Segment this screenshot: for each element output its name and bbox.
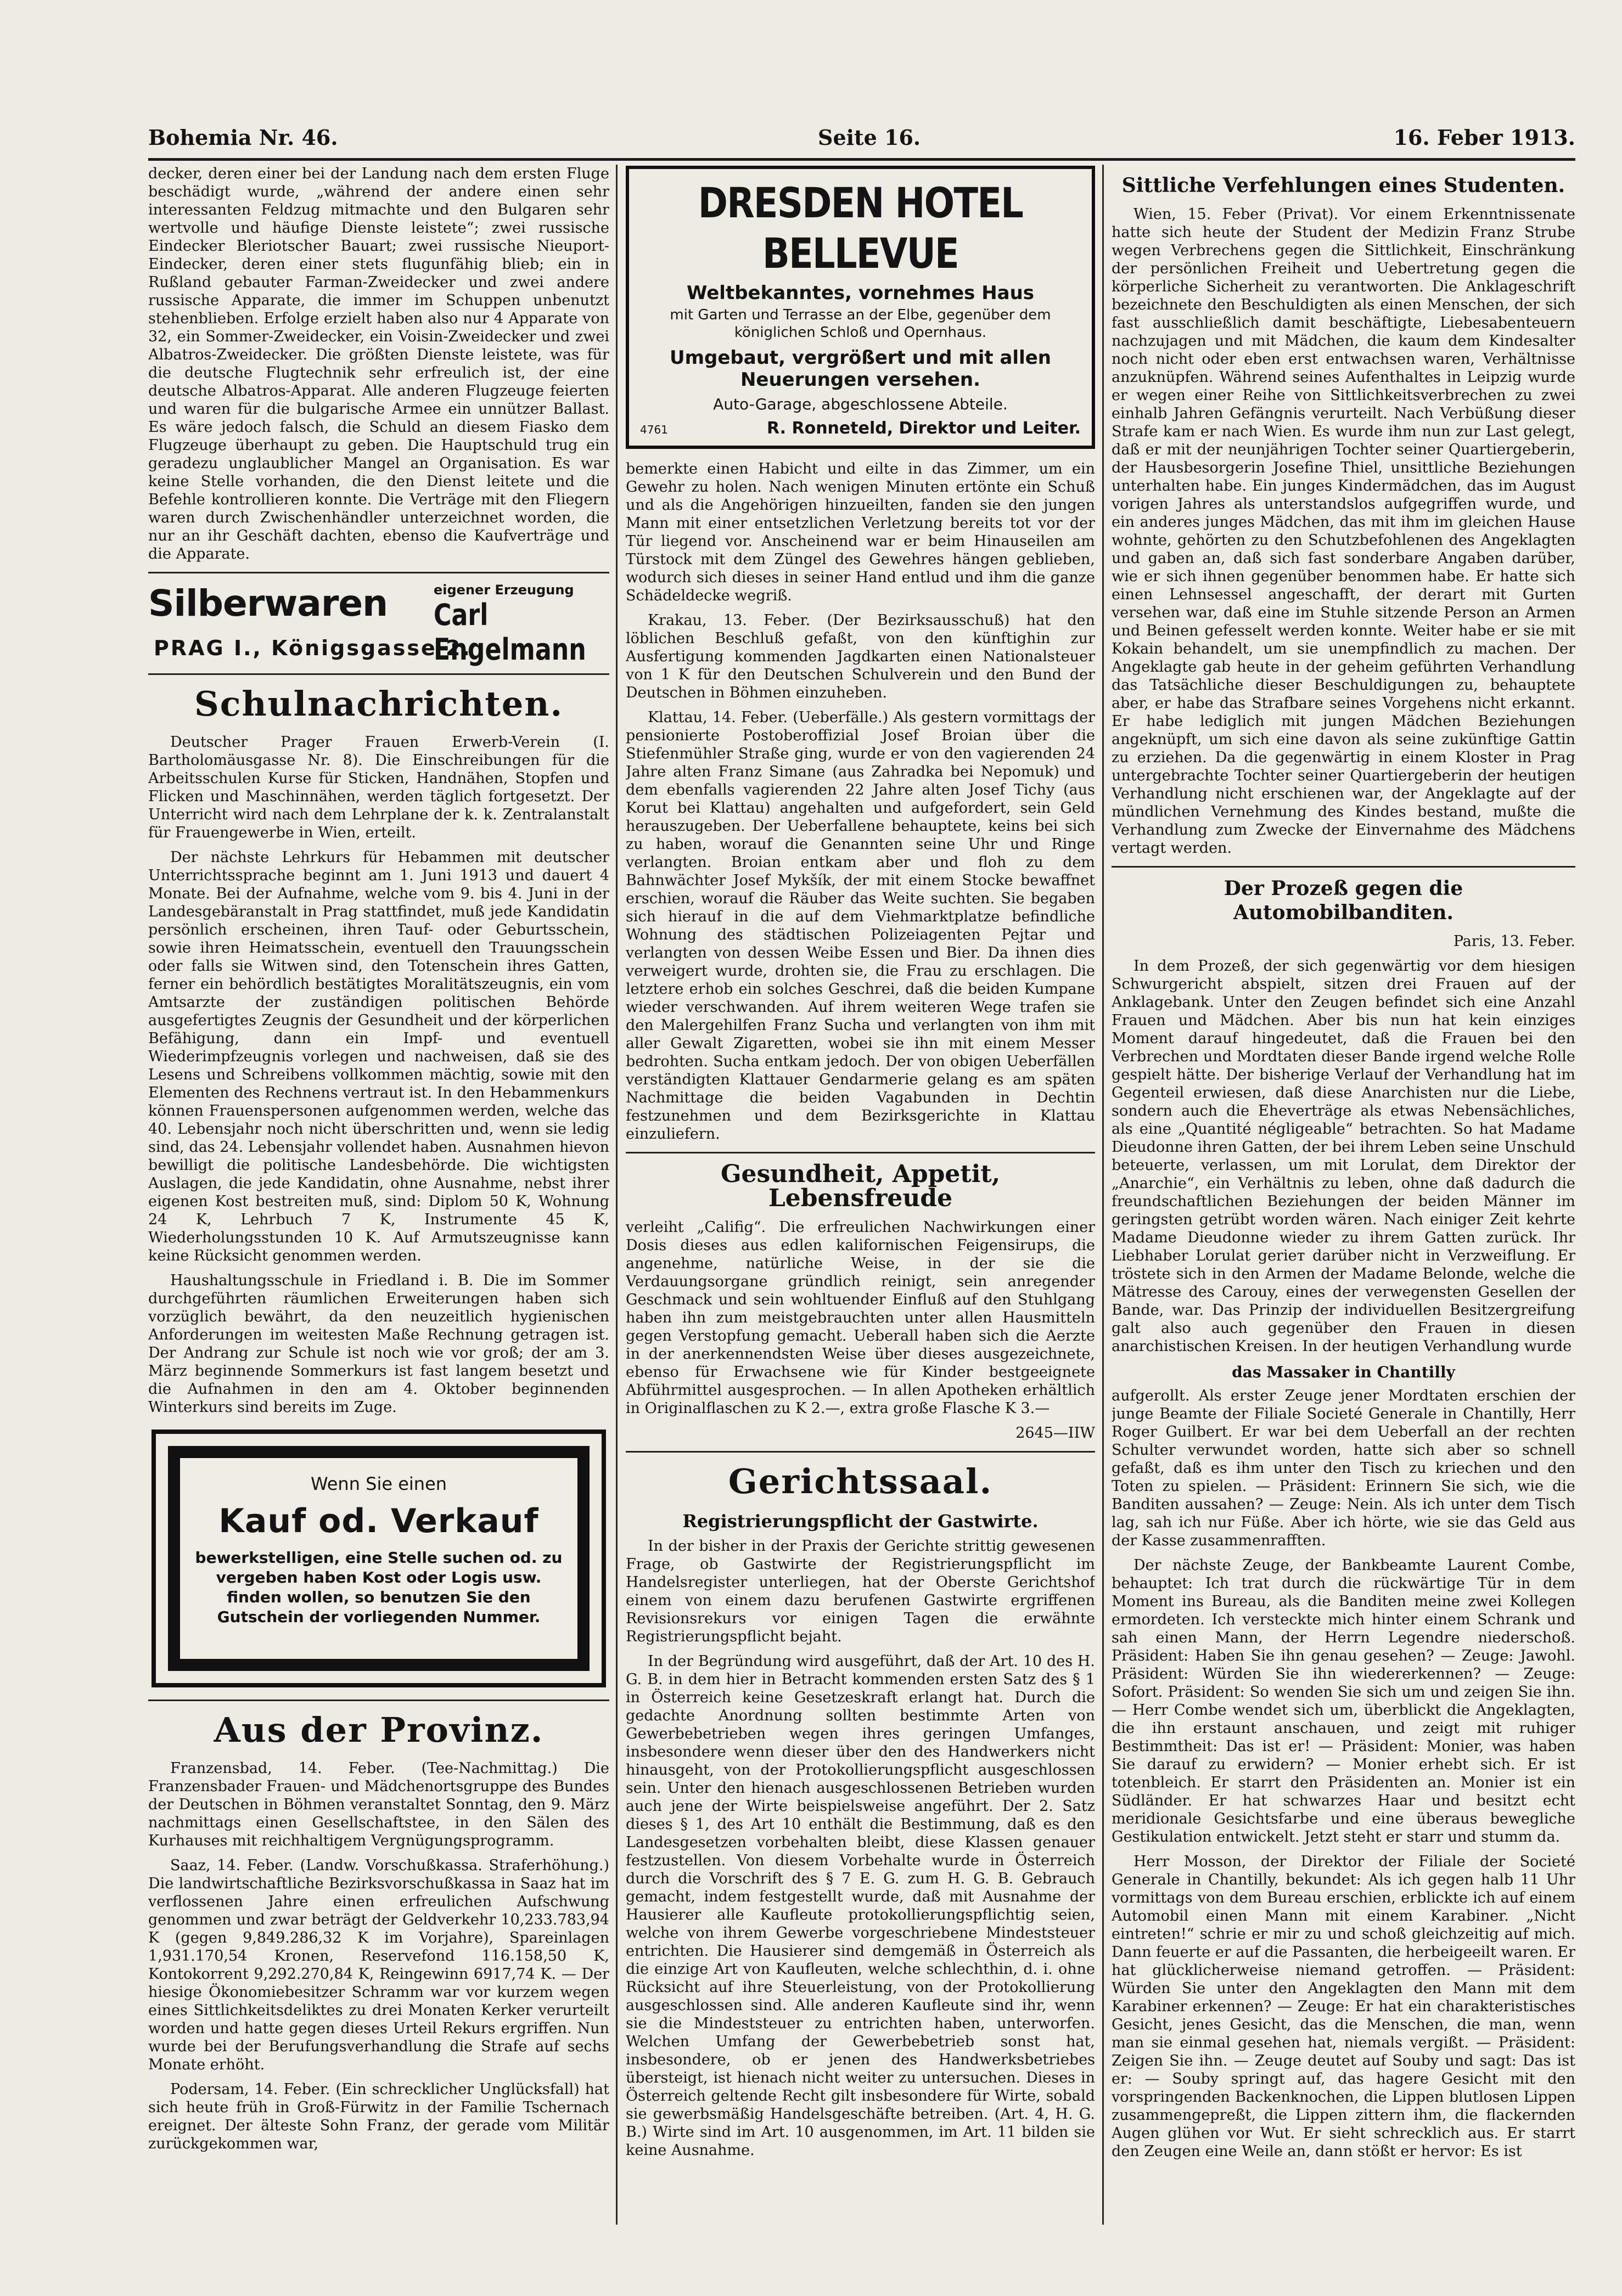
header-page-number: Seite 16. — [818, 125, 921, 150]
ad-kauf-verkauf — [151, 1430, 606, 1687]
header-rule — [148, 158, 1575, 161]
article-title: Der Prozeß gegen die Automobilbanditen. — [1223, 877, 1463, 924]
ad-gesundheit-code: 2645—IIW — [1015, 1425, 1095, 1442]
article-paragraph: In der Begründung wird ausgeführt, daß der Art. 10 des H. G. B. in dem hier in Betracht kommenden ersten Satz des § 1 in Österreich keine Gesetzeskraft erlangt hat. Durch die gedachte Anordnung sollten bestimmte Arten von Gewerbebetrieben wegen ihres geringen Umfanges, insbesondere wenn dieser über den des Handwerkers nicht hinausgeht, von der Protokollierungspflicht ausgeschlossen sein. Unter den hienach ausgeschlossenen Betrieben wurden auch jene der Wirte beispielsweise angeführt. Der 2. Satz dieses § 1, des Art 10 enthält die Bestimmung, daß es den Landesgesetzen vorbehalten bleibt, diese Klassen genauer festzustellen. Von diesem Vorbehalte wurde in Österreich durch die Vorschrift des § 7 E. G. zum H. G. B. Gebrauch gemacht, indem festgestellt wurde, daß mit Ausnahme der Hausierer alle Kaufleute protokollierungspflichtig seien, welche von ihrem Gewerbe vorgeschriebene Mindeststeuer entrichten. Die Hausierer sind demgemäß in Österreich als die einzige Art von Kaufleuten, welche schlechthin, d. i. ohne Rücksicht auf ihre Steuerleistung, von der Protokollierung ausgeschlossen sind. Alle anderen Kaufleute sind ihr, wenn sie die Mindeststeuer zu entrichten haben, unterworfen. Welchen Umfang der Gewerbebetrieb sonst hat, insbesondere, ob er jenen des Handwerksbetriebes übersteigt, ist hienach nicht weiter zu untersuchen. Dieses in Österreich geltende Recht gilt insbesondere für Wirte, sobald sie gewerbsmäßig Handelsgeschäfte betreiben. (Art. 4, H. G. B.) Wirte sind im Art. 10 ausgenommen, im Art. 11 bilden sie keine Ausnahme. — [626, 1653, 1095, 2159]
ad-hotel-number: 4761 — [640, 423, 668, 436]
article-paragraph: Saaz, 14. Feber. (Landw. Vorschußkassa. Straferhöhung.) Die landwirtschaftliche Bezirksvorschußkassa in Saaz hat im verflossenen Jahre einen erfreulichen Aufschwung genommen und zwar beträgt der Geldverkehr 10,233.783,94 K (gegen 9,849.286,32 K im Vorjahre), Spareinlagen 1,931.170,54 Kronen, Reservefond 116.158,50 K, Kontokorrent 9,292.270,84 K, Reingewinn 6917,74 K. — Der hiesige Ökonomiebesitzer Schramm war vor kurzem wegen eines Sittlichkeitsdeliktes zu drei Monaten Kerker verurteilt worden und hatte gegen dieses Urteil Rekurs ergriffen. Nun wurde bei der Berufungsverhandlung die Strafe auf sechs Monate erhöht. — [148, 1857, 609, 2073]
ad-hotel-description: mit Garten und Terrasse an der Elbe, gegenüber dem königlichen Schloß und Opernhaus. — [670, 307, 1051, 341]
divider — [626, 1152, 1095, 1153]
article-dateline: Paris, 13. Feber. — [1453, 933, 1575, 950]
section-title-schulnachrichten: Schulnachrichten. — [194, 684, 564, 724]
divider — [148, 673, 609, 675]
column-left — [148, 165, 609, 2225]
ad-kauf-headline: Kauf od. Verkauf — [218, 1502, 539, 1540]
article-paragraph: Haushaltungsschule in Friedland i. B. Die im Sommer durchgeführten räumlichen Erweiterungen haben sich vorzüglich bewährt, da den neuzeitlich hygienischen Anforderungen im weitesten Maße Rechnung getragen ist. Der Andrang zur Schule ist noch wie vor groß; der am 3. März beginnende Sommerkurs ist fast langem besetzt und die Aufnahmen in den am 4. Oktober beginnenden Winterkurs sind bereits im Zuge. — [148, 1272, 609, 1416]
article-paragraph: Podersam, 14. Feber. (Ein schrecklicher Unglücksfall) hat sich heute früh in Groß-Fürwitz in der Familie Tschernach ereignet. Der älteste Sohn Franz, der gerade vom Militär zurückgekommen war, — [148, 2081, 609, 2152]
ad-hotel-director — [640, 419, 1081, 438]
ad-silber-address: PRAG I., Königsgasse 2. — [154, 636, 472, 660]
ad-hotel-title: DRESDEN HOTEL BELLEVUE — [698, 178, 1023, 278]
ad-hotel-news: Umgebaut, vergrößert und mit allen Neuerungen versehen. — [669, 347, 1052, 391]
article-title: Sittliche Verfehlungen eines Studenten. — [1121, 174, 1565, 197]
ad-hotel-garage: Auto-Garage, abgeschlossene Abteile. — [713, 395, 1008, 413]
article-continuation: decker, deren einer bei der Landung nach dem ersten Fluge beschädigt wurde, „während der andere einen sehr interessanten Feldzug mitmachte und den Bulgaren sehr wertvolle und häufige Dienste leistete“; zwei russische Eindecker Bleriotscher Bauart; zwei russische Nieuport-Eindecker, deren einer stets flugunfähig blieb; ein in Rußland gebauter Farman-Zweidecker und zwei andere russische Apparate, die immer im Schuppen unbenutzt stehenblieben. Erfolge erzielt haben also nur 4 Apparate von 32, ein Sommer-Zweidecker, ein Voisin-Zweidecker und zwei Albatros-Zweidecker. Die größten Dienste leistete, was für die deutsche Flugtechnik sehr erfreulich ist, der eine deutsche Albatros-Apparat. Alle anderen Flugzeuge feierten und waren für die bulgarische Armee ein unnützer Ballast. Es wäre jedoch falsch, die Schuld an diesem Fiasko dem Flugzeuge überhaupt zu geben. Die Hauptschuld trug ein geradezu unglaublicher Mangel an Organisation. Es war keine Stelle vorhanden, die den Dienst leitete und die Befehle kontrollieren konnte. Die Verträge mit den Fliegern waren durch Zwischenhändler unterzeichnet worden, die nur an ihr Geschäft dachten, ebenso die Kaufverträge und die Apparate. — [148, 165, 609, 562]
article-paragraph: Der nächste Zeuge, der Bankbeamte Laurent Combe, behauptet: Ich trat durch die rückwärtige Tür in dem Moment ins Bureau, als die Banditen meine zwei Kollegen ermordeten. Ich versteckte mich hinter einem Schrank und sah einen Mann, der Herrn Legendre niederschoß. Präsident: Haben Sie ihn genau gesehen? — Zeuge: Jawohl. Präsident: Würden Sie ihn wiedererkennen? — Zeuge: Sofort. Präsident: So wenden Sie sich um und zeigen Sie ihn. — Herr Combe wendet sich um, überblickt die Angeklagten, die ihn erstaunt anschauen, und zeigt mit ruhiger Bestimmtheit: Das ist er! — Präsident: Monier, was haben Sie darauf zu erwidern? — Monier erhebt sich. Er ist totenbleich. Er starrt den Präsidenten an. Monier ist ein Südländer. Er hat schwarzes Haar und besitzt echt meridionale Gesichtsfarbe und eine überaus bewegliche Gestikulation entwickelt. Jetzt steht er starr und stumm da. — [1112, 1557, 1575, 1845]
ad-hotel-director-name: R. Ronneteld, Direktor und Leiter. — [766, 419, 1081, 438]
column-middle — [626, 165, 1095, 2225]
ad-kauf-body: bewerkstelligen, eine Stelle suchen od. zu vergeben haben Kost oder Logis usw. finden wollen, so benutzen Sie den Gutschein der vorliegenden Nummer. — [195, 1549, 563, 1626]
article-title: Registrierungspflicht der Gastwirte. — [682, 1511, 1039, 1532]
article-paragraph: In dem Prozeß, der sich gegenwärtig vor dem hiesigen Schwurgericht abspielt, sitzen drei Frauen auf der Anklagebank. Unter den Zeugen befindet sich eine Anzahl Frauen und Mädchen. Aber bis nun hat kein einziges Moment darauf hingedeutet, daß die Frauen bei den Verbrechen und Mordtaten dieser Bande irgend welche Rolle gespielt hätte. Der bisherige Verlauf der Verhandlung hat im Gegenteil erwiesen, daß diese Anarchisten nur die Liebe, sondern auch die Eheverträge als etwas Nebensächliches, als eine „Quantité négligeable“ betrachten. So hat Madame Dieudonne ihren Gatten, der bei ihrem Leben seine Unschuld beteuerte, verlassen, um mit Lorulat, dem Direktor der „Anarchie“, ein Verhältnis zu leben, ohne daß dadurch die freundschaftlichen Beziehungen der beiden Männer im geringsten getrübt worden wären. Nach einiger Zeit kehrte Madame Dieudonne wieder zu ihrem Gatten zurück. Ihr Liebhaber Lorulat gerieт darüber nicht in Verzweiflung. Er tröstete sich in den Armen der Madame Belonde, welche die Mätresse des Carouy, eines der verwegensten Gesellen der Bande, war. Das Prinzip der individuellen Besitzergreifung galt also auch gegenüber den Frauen in diesen anarchistischen Kreisen. In der heutigen Verhandlung wurde — [1112, 958, 1575, 1355]
article-paragraph: aufgerollt. Als erster Zeuge jener Mordtaten erschien der junge Beamte der Filiale Societé Generale in Chantilly, Herr Roger Guilbert. Er war bei dem Ueberfall an der rechten Schulter verwundet worden, hatte sich aber so schnell gefaßt, daß es ihm unter den Tisch zu kriechen und den Toten zu spielen. — Präsident: Erinnern Sie sich, wie die Banditen aussahen? — Zeuge: Nein. Als ich unter dem Tisch lag, sah ich nur Füße. Aber ich hörte, wie sie das Geld aus der Kasse zusammenrafften. — [1112, 1387, 1575, 1549]
ad-silber-company: Carl Engelmann — [434, 598, 586, 667]
article-paragraph: Krakau, 13. Feber. (Der Bezirksausschuß) hat den löblichen Beschluß gefaßt, von den künftighin zur Ausfertigung kommenden Jagdkarten einen Nationalsteuer von 1 K für den Deutschen Schulverein und den Bund der Deutschen in Böhmen einzuheben. — [626, 612, 1095, 701]
column-divider — [1102, 165, 1104, 2225]
column-divider — [616, 165, 618, 2225]
ad-silber-tagline: eigener Erzeugung — [434, 582, 574, 598]
section-title-gerichtssaal: Gerichtssaal. — [728, 1461, 993, 1501]
header-issue: Bohemia Nr. 46. — [148, 125, 338, 150]
article-paragraph: bemerkte einen Habicht und eilte in das Zimmer, um ein Gewehr zu holen. Nach wenigen Minuten ertönte ein Schuß und als die Angehörigen hinzueilten, fanden sie den jungen Mann mit einer entsetzlichen Verletzung bereits tot vor der Tür liegend vor. Anscheinend war er beim Hinauseilen am Türstock mit dem Züngel des Gewehres hängen geblieben, wodurch sich dieses in seiner Hand entlud und ihm die ganze Schädeldecke wegriß. — [626, 460, 1095, 604]
ad-hotel-bellevue — [626, 166, 1095, 449]
article-paragraph: In der bisher in der Praxis der Gerichte strittig gewesenen Frage, ob Gastwirte der Registrierungspflicht im Handelsregister unterliegen, hat der Oberste Gerichtshof einem von einem dazu berufenen Gastwirte ergriffenen Revisionsrekurs vor einigen Tagen die erwähnte Registrierungspflicht bejaht. — [626, 1538, 1095, 1645]
divider — [1112, 866, 1575, 868]
ad-gesundheit-text: verleiht „Califig“. Die erfreulichen Nachwirkungen einer Dosis dieses aus edlen kalifornischen Feigensirups, die angenehme, natürliche Weise, in der sie die Verdauungsorgane gründlich reinigt, sein anregender Geschmack und sein wohltuender Einfluß auf den Stuhlgang haben ihn zum meistgebrauchten unter allen Hausmitteln gegen Verstopfung gemacht. Ueberall haben sich die Aerzte in der anerkennendsten Weise über dieses ausgezeichnete, ebenso für Erwachsene wie für Kinder bestgeeignete Abführmittel ausgesprochen. — In allen Apotheken erhältlich in Originalflaschen zu K 2.—, extra große Flasche K 3.— — [626, 1219, 1095, 1417]
page-header — [148, 125, 1575, 158]
column-right — [1112, 165, 1575, 2225]
divider — [626, 1451, 1095, 1453]
divider — [148, 1700, 609, 1701]
article-paragraph: Herr Mosson, der Direktor der Filiale der Societé Generale in Chantilly, bekundet: Als ich gegen halb 11 Uhr vormittags von dem Bureau erschien, erblickte ich auf einem Automobil einen Mann mit einem Karabiner. „Nicht eintreten!“ schrie er mir zu und schoß gleichzeitig auf mich. Dann feuerte er auf die Passanten, die herbeigeeilt waren. Er hat glücklicherweise niemand getroffen. — Präsident: Würden Sie unter den Angeklagten den Mann mit dem Karabiner erkennen? — Zeuge: Er hat ein charakteristisches Gesicht, jenes Gesicht, das die Menschen, die man, wenn man sie einmal gesehen hat, niemals vergißt. — Präsident: Zeigen Sie ihn. — Zeuge deutet auf Souby und sagt: Das ist er: — Souby springt auf, das hagere Gesicht mit den vorspringenden Backenknochen, die Lippen blutlosen Lippen zusammengepreßt, die Lippen zittern ihm, die flackernden Augen glühen vor Wut. Er sieht schrecklich aus. Er starrt den Zeugen eine Weile an, dann stößt er hervor: Es ist — [1112, 1853, 1575, 2160]
article-subheading: das Massaker in Chantilly — [1232, 1363, 1455, 1381]
ad-silber-title: Silberwaren — [148, 582, 388, 624]
article-paragraph: Franzensbad, 14. Feber. (Tee-Nachmittag.) Die Franzensbader Frauen- und Mädchenortsgruppe des Bundes der Deutschen in Böhmen veranstaltet Sonntag, den 9. März nachmittags einen Gesellschaftstee, in den Sälen des Kurhauses mit reichhaltigem Vergnügungsprogramm. — [148, 1760, 609, 1849]
section-title-provinz: Aus der Provinz. — [214, 1710, 544, 1750]
article-paragraph: Der nächste Lehrkurs für Hebammen mit deutscher Unterrichtssprache beginnt am 1. Juni 1913 und dauert 4 Monate. Bei der Aufnahme, welche vom 9. bis 4. Juni in der Landesgebäranstalt in Prag stattfindet, muß jede Kandidatin persönlich erscheinen, ihren Tauf- oder Geburtsschein, sowie ihren Heimatsschein, eventuell den Trauungsschein oder falls sie Witwen sind, den Totenschein ihres Gatten, ferner ein behördlich bestätigtes Moralitätszeugnis, ein vom Amtsarzte der zuständigen politischen Behörde ausgefertigtes Zeugnis der Gesundheit und der körperlichen Befähigung, dann ein Impf- und eventuell Wiederimpfzeugnis vorlegen und nachweisen, daß sie des Lesens und Schreibens vollkommen mächtig, sowie mit den Elementen des Rechnens vertraut ist. In den Hebammenkurs können Frauenspersonen aufgenommen werden, welche das 40. Lebensjahr noch nicht überschritten und, wenn sie ledig sind, das 24. Lebensjahr vollendet haben. Ausnahmen hievon bewilligt die politische Landesbehörde. Die wichtigsten Auslagen, die jede Kandidatin, ohne Ausnahme, nebst ihrer eigenen Kost bestreiten muß, sind: Diplom 50 K, Wohnung 24 K, Lehrbuch 7 K, Instrumente 45 K, Wiederholungsstunden 10 K. Auf Armutszeugnisse kann keine Rücksicht genommen werden. — [148, 849, 609, 1264]
article-paragraph: Wien, 15. Feber (Privat). Vor einem Erkenntnissenate hatte sich heute der Student der Medizin Franz Strube wegen Verbrechens gegen die Sittlichkeit, Einschränkung der persönlichen Freiheit und Uebertretung gegen die körperliche Sicherheit zu verantworten. Die Anklageschrift bezeichnete den Beschuldigten als einen Menschen, der sich fast ausschließlich damit beschäftigte, Liebesabenteuern nachzujagen und mit Mädchen, die kaum dem Kindesalter noch nicht oder eben erst entwachsen waren, Verhältnisse anzuknüpfen. Während seines Aufenthaltes in Leipzig wurde er wegen einer Reihe von Sittlichkeitsverbrechen zu zwei einhalb Jahren Gefängnis verurteilt. Nach Verbüßung dieser Strafe kam er nach Wien. Es wurde ihm nun zur Last gelegt, daß er mit der neunjährigen Tochter seiner Quartiergeberin, der Hausbesorgerin Josefine Thiel, unsittliche Beziehungen unterhalten habe. Ein junges Kindermädchen, das im August vorigen Jahres als unterstandslos aufgegriffen wurde, und ein anderes junges Mädchen, das mit ihm im gleichen Hause wohnte, gehörten zu den Schutzbefohlenen des Angeklagten und gaben an, daß sich fast sonderbare Angaben darüber, wie er sich ihnen gegenüber benommen habe. Er hatte sich einen Lehnsessel angeschafft, der derart mit Gurten versehen war, daß eine im Stuhle sitzende Person an Armen und Beinen gefesselt werden konnte. Weiter habe er sie mit Kokain behandelt, um sie unempfindlich zu machen. Der Angeklagte gab heute in der geheim geführten Verhandlung das Tatsächliche dieser Beschuldigungen zu, behauptete aber, er habe das Strafbare seines Vorgehens nicht erkannt. Er habe lediglich mit jungen Mädchen Beziehungen angeknüpft, um sich eine davon als seine zukünftige Gattin zu erziehen. Da die gegenwärtig in einem Kloster in Prag untergebrachte Tochter seiner Quartiergeberin der heutigen Verhandlung nicht erschienen war, der Angeklagte auf der mündlichen Vernehmung des Kindes bestand, mußte die Verhandlung zum Zwecke der Einvernahme des Mädchens vertagt werden. — [1112, 206, 1575, 857]
article-paragraph: Deutscher Prager Frauen Erwerb-Verein (I. Bartholomäusgasse Nr. 8). Die Einschreibungen für die Arbeitsschulen Kurse für Sticken, Handnähen, Stopfen und Flicken und Maschinnähen, werden täglich fortgesetzt. Der Unterricht wird nach dem Lehrplane der k. k. Zentralanstalt für Frauengewerbe in Wien, erteilt. — [148, 734, 609, 841]
ad-hotel-subtitle: Weltbekanntes, vornehmes Haus — [686, 282, 1035, 304]
divider — [148, 572, 609, 573]
header-date: 16. Feber 1913. — [1393, 125, 1575, 150]
ad-kauf-line1: Wenn Sie einen — [310, 1473, 447, 1494]
ad-gesundheit-title: Gesundheit, Appetit, Lebensfreude — [720, 1160, 1001, 1212]
ad-silberwaren — [148, 582, 609, 665]
article-paragraph: Klattau, 14. Feber. (Ueberfälle.) Als gestern vormittags der pensionierte Postoberoffizial Josef Broian über die Stiefenmühler Straße ging, wurde er von den vagierenden 24 Jahre alten Franz Simane (aus Zahradka bei Nepomuk) und dem ebenfalls vagierenden 22 Jahre alten Josef Tichy (aus Korut bei Klattau) angehalten und aufgefordert, sein Geld herauszugeben. Der Ueberfallene behauptete, keins bei sich zu haben, worauf die Genannten seine Uhr und Ringe verlangten. Broian entkam aber und floh zu dem Bahnwächter Josef Mykšík, der mit einem Stocke bewaffnet erschien, worauf die Räuber das Weite suchten. Sie begaben sich hierauf in die auf dem Viehmarktplatze befindliche Wohnung des städtischen Polizeiagenten Pejtar und verlangten von dessen Weibe Essen und Bier. Da ihnen dies verweigert wurde, drohten sie, die Frau zu erschlagen. Die letztere erhob ein solches Geschrei, daß die beiden Kumpane wieder verschwanden. Auf ihrem weiteren Wege trafen sie den Malergehilfen Franz Sucha und verlangten von ihm mit aller Gewalt Zigaretten, wobei sie ihn mit einem Messer bedrohten. Sucha entkam jedoch. Der von obigen Ueberfällen verständigten Klattauer Gendarmerie gelang es am späten Nachmittage die beiden Vagabunden in Dechtin festzunehmen und dem Bezirksgerichte in Klattau einzuliefern. — [626, 709, 1095, 1143]
